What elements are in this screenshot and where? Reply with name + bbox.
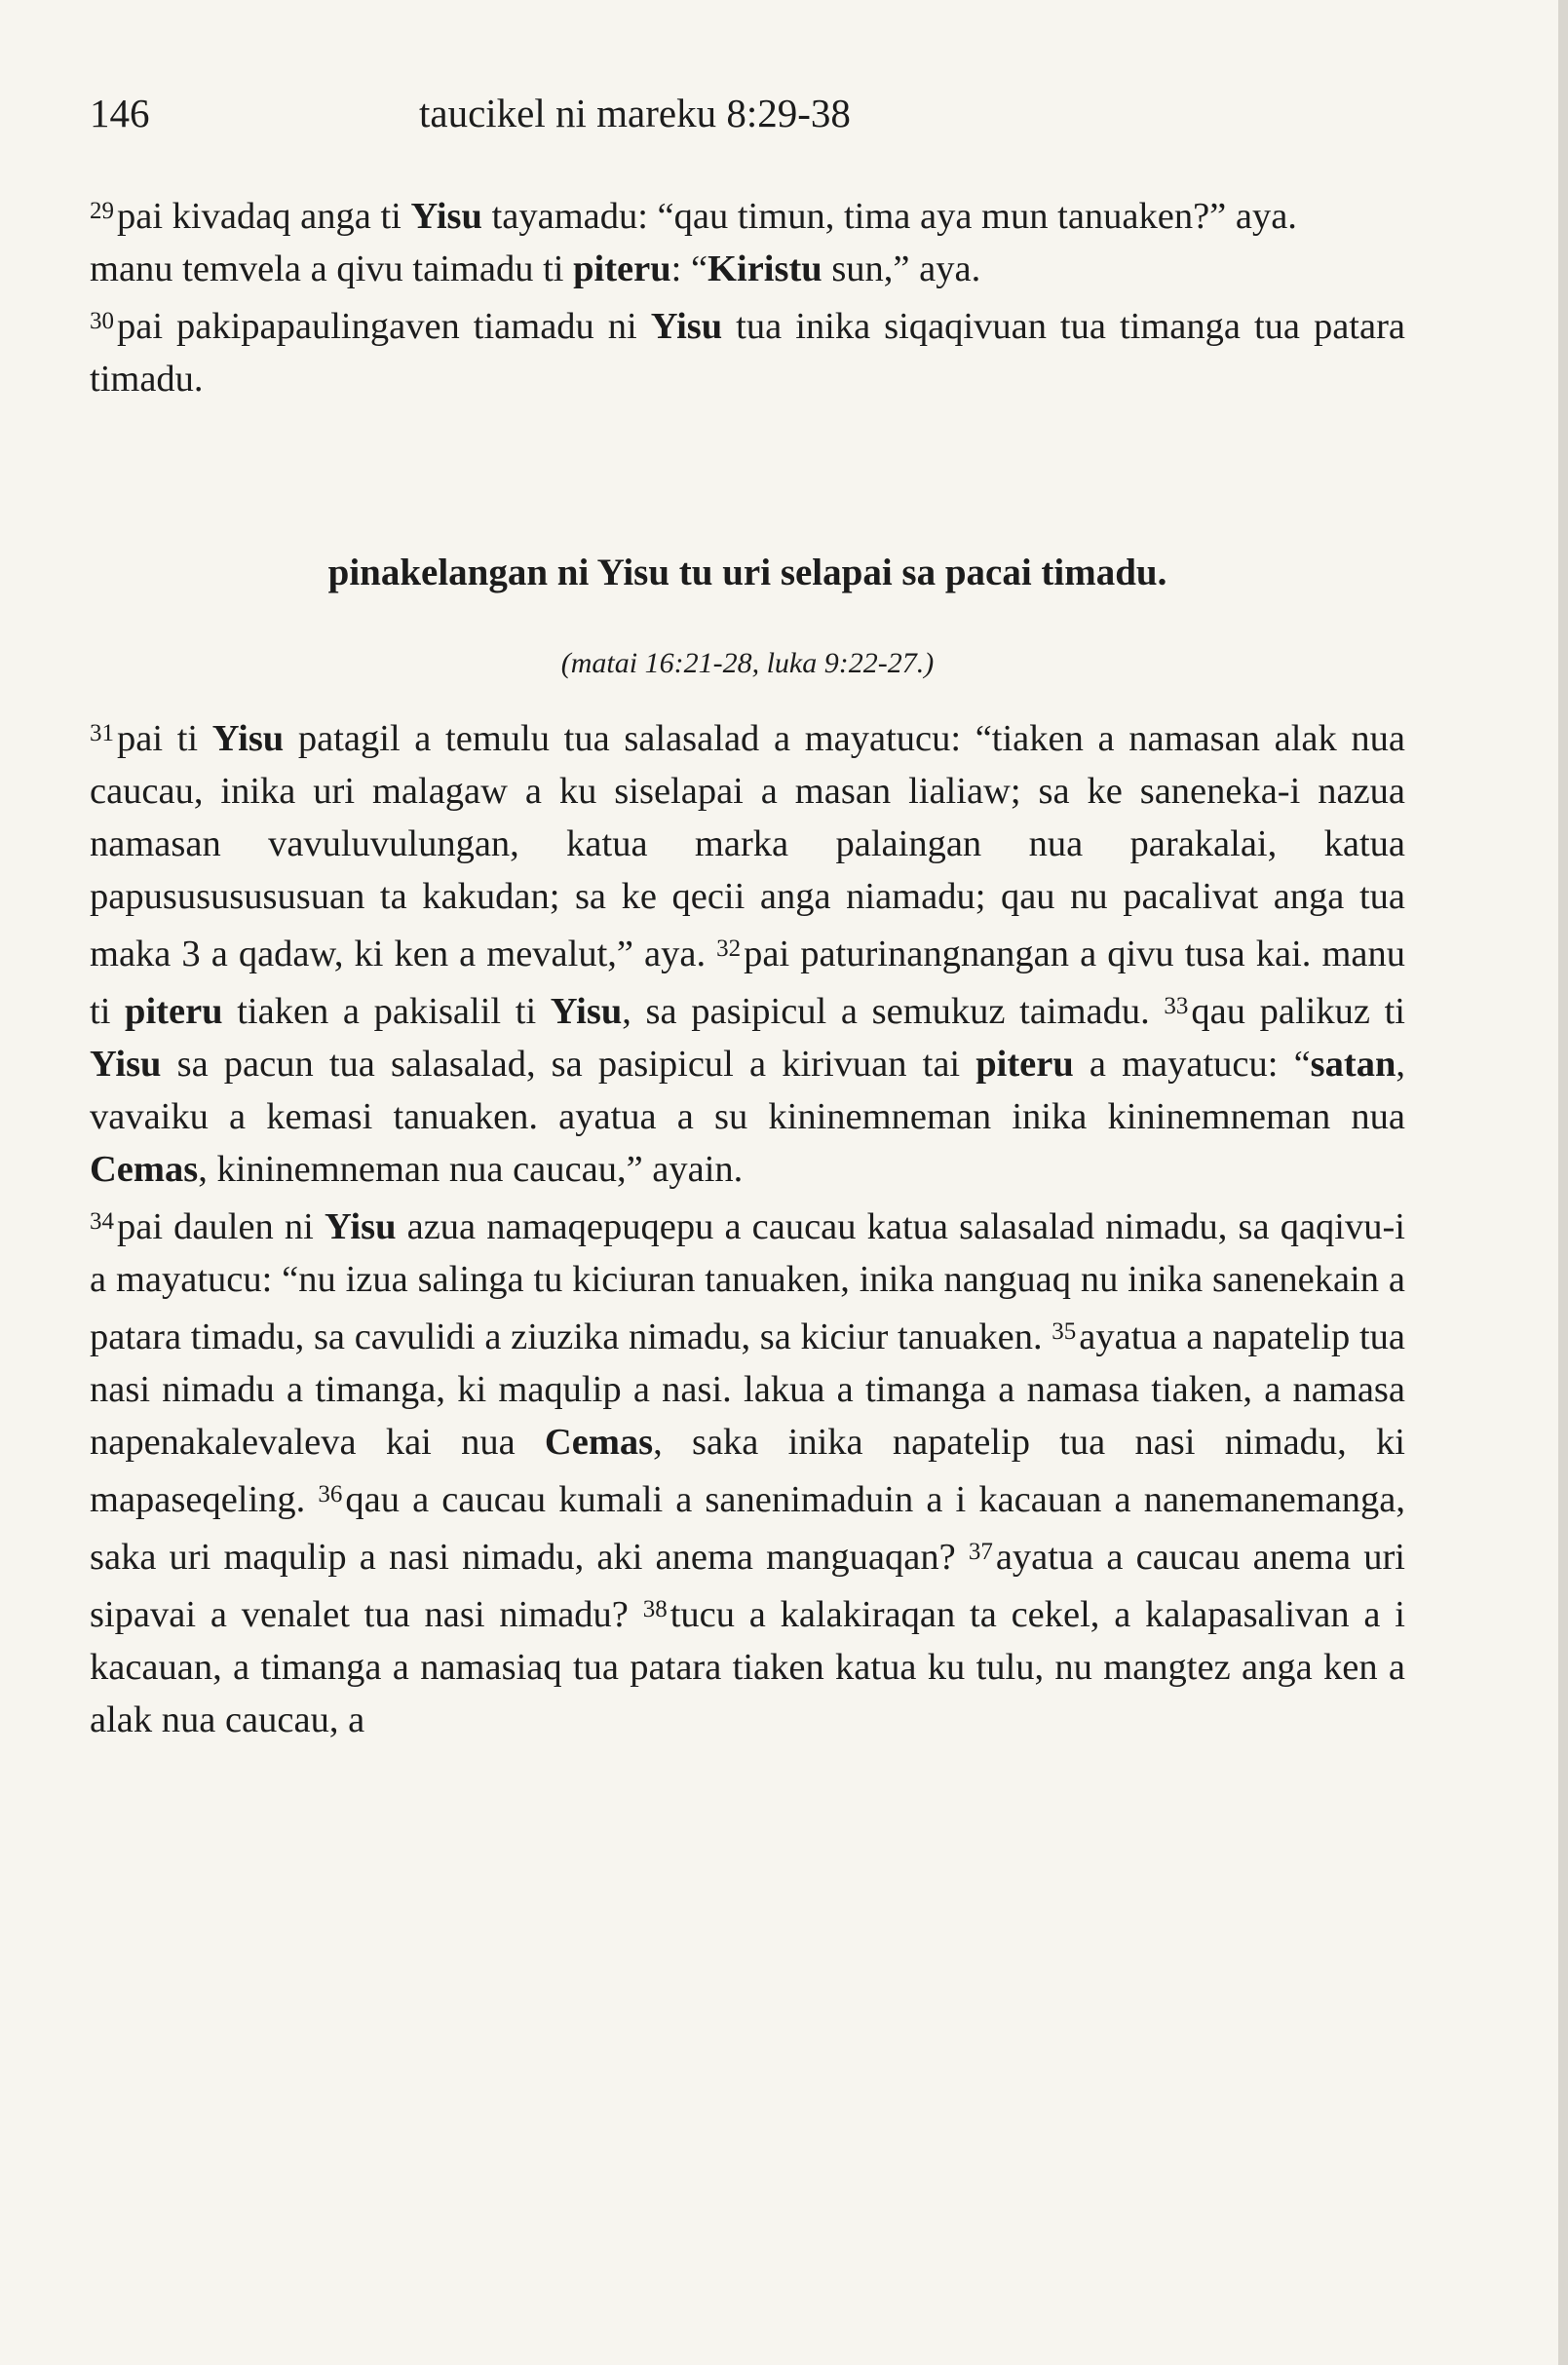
verses-31-33 bbox=[90, 707, 1405, 1196]
name-bold: piteru bbox=[573, 248, 671, 289]
name-bold: Cemas bbox=[90, 1149, 199, 1190]
verse-text: pai paturinangnangan a qivu tusa kai. manu ti bbox=[90, 934, 1405, 1032]
verse-text: : “ bbox=[670, 248, 708, 289]
name-bold: Yisu bbox=[410, 196, 482, 237]
verse-text: pai ti bbox=[117, 718, 212, 759]
verse-text: tiaken a pakisalil ti bbox=[222, 991, 551, 1032]
name-bold: Yisu bbox=[550, 991, 623, 1032]
running-head: taucikel ni mareku 8:29-38 bbox=[419, 91, 851, 135]
verse-text: pai daulen ni bbox=[117, 1206, 325, 1247]
verse-text: ayatua a caucau anema uri sipavai a venalet tua nasi nimadu? bbox=[90, 1537, 1405, 1635]
section-heading: pinakelangan ni Yisu tu uri selapai sa pacai timadu. bbox=[327, 552, 1167, 593]
verse-text: patagil a temulu tua salasalad a mayatucu: “tiaken a namasan alak nua caucau, inika uri malagaw a ku siselapai a masan lialiaw; sa ke saneneka-i nazua namasan vavuluvulungan, katua marka palaingan nua parakalai, katua papusususususuan ta kakudan; sa ke qecii anga niamadu; qau nu pacalivat anga tua maka 3 a qadaw, ki ken a mevalut,” aya. bbox=[90, 718, 1405, 974]
verse-number: 38 bbox=[642, 1596, 668, 1622]
verse-30 bbox=[90, 295, 1405, 405]
verse-text: qau palikuz ti bbox=[1191, 991, 1405, 1032]
verse-text: , kininemneman nua caucau,” ayain. bbox=[198, 1149, 744, 1190]
verse-text: manu temvela a qivu taimadu ti bbox=[90, 248, 574, 289]
name-bold: piteru bbox=[125, 991, 223, 1032]
verse-number: 33 bbox=[1164, 993, 1189, 1019]
verse-text: qau a caucau kumali a sanenimaduin a i kacauan a nanemanemanga, saka uri maqulip a nasi nimadu, aki anema manguaqan? bbox=[90, 1479, 1405, 1578]
verse-text: a mayatucu: “ bbox=[1073, 1044, 1311, 1085]
verse-text: , saka inika napatelip tua nasi nimadu, ki mapaseqeling. bbox=[90, 1422, 1405, 1520]
name-bold: Yisu bbox=[211, 718, 285, 759]
section-reference: (matai 16:21-28, luka 9:22-27.) bbox=[560, 647, 935, 679]
verse-text: tayamadu: “qau timun, tima aya mun tanuaken?” aya. bbox=[481, 196, 1297, 237]
name-bold: Yisu bbox=[325, 1206, 397, 1247]
page-header bbox=[90, 90, 1405, 148]
verses-34-38 bbox=[90, 1196, 1405, 1746]
name-bold: satan bbox=[1310, 1044, 1396, 1085]
verse-number: 36 bbox=[318, 1481, 343, 1507]
name-bold: Cemas bbox=[544, 1422, 654, 1463]
verse-text: azua namaqepuqepu a caucau katua salasalad nimadu, sa qaqivu-i a mayatucu: “nu izua salinga tu kiciuran tanuaken, inika nanguaq nu inika sanenekain a patara timadu, sa cavulidi a ziuzika nimadu, sa kiciur tanuaken. bbox=[90, 1206, 1405, 1357]
verse-29-cont bbox=[90, 243, 1405, 295]
book-page bbox=[90, 0, 1405, 2365]
verse-number: 35 bbox=[1052, 1318, 1077, 1345]
verse-text: tua inika siqaqivuan tua timanga tua patara timadu. bbox=[90, 306, 1406, 400]
verse-text: pai pakipapaulingaven tiamadu ni bbox=[117, 306, 651, 347]
verse-text: sun,” aya. bbox=[822, 248, 981, 289]
name-bold: Yisu bbox=[90, 1044, 162, 1085]
text-block-1 bbox=[90, 185, 1405, 405]
verse-number: 34 bbox=[90, 1208, 114, 1235]
verse-text: , vavaiku a kemasi tanuaken. ayatua a su kininemneman inika kininemneman nua bbox=[90, 1044, 1406, 1137]
page-edge bbox=[1558, 0, 1568, 2365]
verse-text: tucu a kalakiraqan ta cekel, a kalapasalivan a i kacauan, a timanga a namasiaq tua patara tiaken katua ku tulu, nu mangtez anga ken a alak nua caucau, a bbox=[90, 1594, 1405, 1740]
verse-number: 31 bbox=[90, 720, 114, 746]
verse-number: 37 bbox=[968, 1539, 993, 1565]
text-block-2 bbox=[90, 707, 1405, 1746]
verse-number: 30 bbox=[90, 308, 114, 334]
name-bold: Yisu bbox=[650, 306, 723, 347]
verse-text: sa pacun tua salasalad, sa pasipicul a kirivuan tai bbox=[161, 1044, 976, 1085]
name-bold: piteru bbox=[975, 1044, 1074, 1085]
verse-number: 32 bbox=[716, 935, 742, 962]
page-number: 146 bbox=[90, 91, 150, 135]
verse-29 bbox=[90, 185, 1405, 243]
verse-number: 29 bbox=[90, 198, 114, 224]
verse-text: pai kivadaq anga ti bbox=[117, 196, 411, 237]
name-bold: Kiristu bbox=[708, 248, 822, 289]
verse-text: ayatua a napatelip tua nasi nimadu a timanga, ki maqulip a nasi. lakua a timanga a namasa tiaken, a namasa napenakalevaleva kai nua bbox=[90, 1316, 1405, 1463]
verse-text: , sa pasipicul a semukuz taimadu. bbox=[622, 991, 1165, 1032]
